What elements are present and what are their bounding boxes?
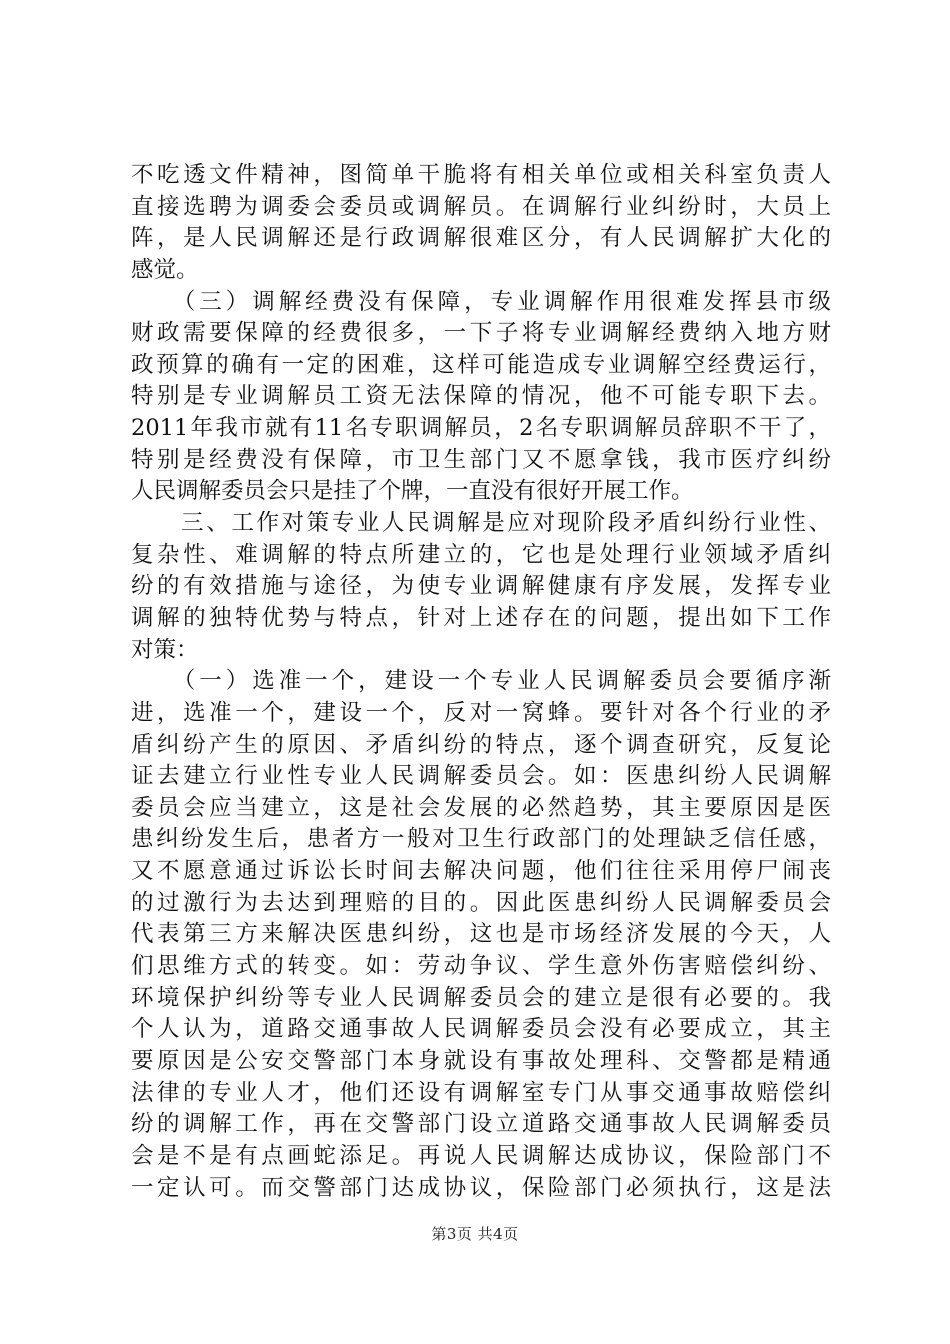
text-line: 委员会应当建立，这是社会发展的必然趋势，其主要原因是医 (131, 794, 831, 821)
text-line: 患纠纷发生后，患者方一般对卫生行政部门的处理缺乏信任感， (131, 826, 831, 853)
text-line: 纷的有效措施与途径，为使专业调解健康有序发展，发挥专业 (131, 573, 831, 600)
text-line: 阵，是人民调解还是行政调解很难区分，有人民调解扩大化的 (131, 225, 831, 252)
text-line: （一）选准一个，建设一个专业人民调解委员会要循序渐 (131, 668, 831, 695)
text-line: 人民调解委员会只是挂了个牌，一直没有很好开展工作。 (131, 478, 694, 505)
text-line: 纷的调解工作，再在交警部门设立道路交通事故人民调解委员 (131, 1111, 831, 1138)
text-line: 特别是专业调解员工资无法保障的情况，他不可能专职下去。 (131, 383, 831, 410)
text-line: 要原因是公安交警部门本身就设有事故处理科、交警都是精通 (131, 1047, 831, 1074)
text-line: 证去建立行业性专业人民调解委员会。如：医患纠纷人民调解 (131, 763, 831, 790)
text-line: 特别是经费没有保障，市卫生部门又不愿拿钱，我市医疗纠纷 (131, 446, 831, 473)
text-line: 三、工作对策专业人民调解是应对现阶段矛盾纠纷行业性、 (131, 510, 831, 537)
text-line: 个人认为，道路交通事故人民调解委员会没有必要成立，其主 (131, 1016, 831, 1043)
page-number-footer: 第3页 共4页 (431, 1225, 519, 1243)
text-line: 感觉。 (131, 256, 199, 283)
text-line: 会是不是有点画蛇添足。再说人民调解达成协议，保险部门不 (131, 1142, 831, 1169)
text-line: 直接选聘为调委会委员或调解员。在调解行业纠纷时，大员上 (131, 193, 831, 220)
text-line: 们思维方式的转变。如：劳动争议、学生意外伤害赔偿纠纷、 (131, 953, 831, 980)
text-line: 2011年我市就有11名专职调解员，2名专职调解员辞职不干了， (131, 415, 831, 442)
text-line: 对策： (131, 636, 199, 663)
text-line: 环境保护纠纷等专业人民调解委员会的建立是很有必要的。我 (131, 984, 831, 1011)
text-line: 盾纠纷产生的原因、矛盾纠纷的特点，逐个调查研究，反复论 (131, 731, 831, 758)
text-line: 的过激行为去达到理赔的目的。因此医患纠纷人民调解委员会 (131, 889, 831, 916)
text-line: 政预算的确有一定的困难，这样可能造成专业调解空经费运行， (131, 351, 831, 378)
text-line: 不吃透文件精神，图简单干脆将有相关单位或相关科室负责人 (131, 162, 831, 188)
text-line: 进，选准一个，建设一个，反对一窝蜂。要针对各个行业的矛 (131, 699, 831, 726)
text-line: 财政需要保障的经费很多，一下子将专业调解经费纳入地方财 (131, 320, 831, 347)
text-line: 复杂性、难调解的特点所建立的，它也是处理行业领域矛盾纠 (131, 541, 831, 568)
text-line: 又不愿意通过诉讼长时间去解决问题，他们往往采用停尸闹丧 (131, 858, 831, 885)
text-line: 法律的专业人才，他们还设有调解室专门从事交通事故赔偿纠 (131, 1079, 831, 1106)
text-line: 调解的独特优势与特点，针对上述存在的问题，提出如下工作 (131, 604, 831, 631)
text-line: （三）调解经费没有保障，专业调解作用很难发挥县市级 (131, 288, 831, 315)
body-text (131, 160, 831, 1204)
text-line: 代表第三方来解决医患纠纷，这也是市场经济发展的今天，人 (131, 921, 831, 948)
text-line: 一定认可。而交警部门达成协议，保险部门必须执行，这是法 (131, 1174, 831, 1201)
